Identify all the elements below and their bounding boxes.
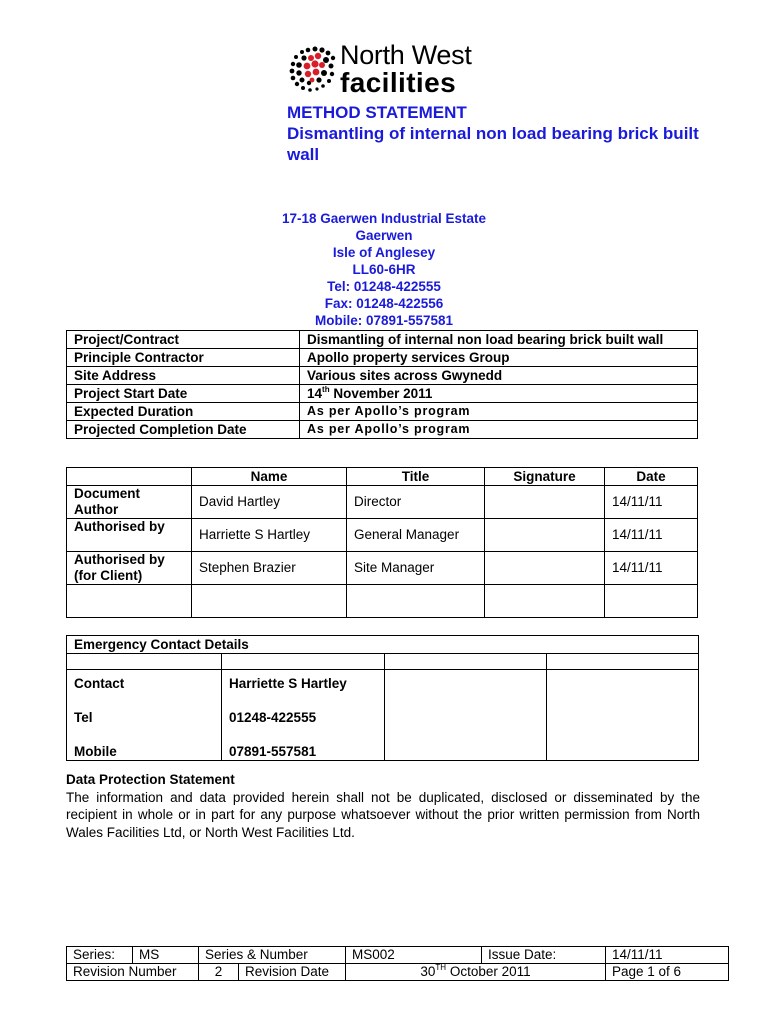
data-protection-heading: Data Protection Statement [66, 772, 235, 787]
page-number: Page 1 of 6 [606, 964, 729, 981]
mobile-value: 07891-557581 [229, 744, 317, 759]
authorisation-table [66, 467, 698, 618]
signature-cell [485, 552, 605, 585]
table-row [67, 519, 698, 552]
row-value: Apollo property services Group [300, 349, 698, 367]
series-value: MS [133, 947, 199, 964]
emergency-heading: Emergency Contact Details [67, 636, 699, 654]
row-value: Various sites across Gwynedd [300, 367, 698, 385]
address-line: Isle of Anglesey [332, 245, 436, 260]
row-label: Principle Contractor [67, 349, 300, 367]
date-cell: 14/11/11 [605, 552, 698, 585]
table-row [67, 367, 698, 385]
revision-date-value [346, 964, 606, 981]
revision-number-label: Revision Number [67, 964, 199, 981]
name-cell [192, 585, 347, 618]
revision-day-suffix: TH [435, 963, 447, 972]
empty-cell [385, 654, 547, 670]
document-footer-table [66, 946, 729, 981]
column-header [67, 468, 192, 486]
empty-cell [222, 654, 385, 670]
series-number-value: MS002 [346, 947, 482, 964]
role-cell: Authorised by (for Client) [67, 552, 192, 585]
address-line: LL60-6HR [352, 262, 416, 277]
revision-day: 30 [420, 964, 436, 979]
address-line: Gaerwen [355, 228, 413, 243]
row-value [300, 385, 698, 403]
title-cell: Site Manager [347, 552, 485, 585]
address-line: Fax: 01248-422556 [324, 296, 444, 311]
role-cell [67, 585, 192, 618]
table-row [67, 670, 699, 761]
contact-labels [67, 670, 222, 761]
name-cell: Stephen Brazier [192, 552, 347, 585]
table-row [67, 349, 698, 367]
logo-line-1: North West [340, 40, 472, 70]
signature-cell [485, 519, 605, 552]
date-cell: 14/11/11 [605, 486, 698, 519]
document-title [287, 102, 707, 165]
name-cell: Harriette S Hartley [192, 519, 347, 552]
table-row [67, 486, 698, 519]
empty-cell [67, 654, 222, 670]
address-line: Mobile: 07891-557581 [314, 313, 454, 328]
row-label: Project/Contract [67, 331, 300, 349]
name-cell: David Hartley [192, 486, 347, 519]
emergency-contact-table [66, 635, 699, 761]
table-row [67, 385, 698, 403]
contact-value: Harriette S Hartley [229, 676, 347, 691]
empty-cell [385, 670, 547, 761]
revision-month-year: October 2011 [446, 964, 531, 979]
table-row [67, 552, 698, 585]
title-cell: Director [347, 486, 485, 519]
row-label: Expected Duration [67, 403, 300, 421]
start-day: 14 [307, 386, 323, 401]
table-header-row [67, 636, 699, 654]
title-cell: General Manager [347, 519, 485, 552]
signature-cell [485, 486, 605, 519]
series-label: Series: [67, 947, 133, 964]
tel-label: Tel [74, 710, 93, 725]
row-value: Dismantling of internal non load bearing brick built wall [300, 331, 698, 349]
tel-value: 01248-422555 [229, 710, 317, 725]
table-row [67, 654, 699, 670]
revision-number-value: 2 [199, 964, 239, 981]
table-row [67, 964, 729, 981]
company-address [0, 210, 768, 329]
date-cell [605, 585, 698, 618]
title-line-1: METHOD STATEMENT [287, 103, 467, 122]
data-protection-text: The information and data provided herein shall not be duplicated, disclosed or disseminated by the recipient in whole or in part for any purpose whatsoever without the prior written permission from North Wales Facilities Ltd, or North West Facilities Ltd. [66, 789, 700, 840]
column-header: Date [605, 468, 698, 486]
row-label: Projected Completion Date [67, 421, 300, 439]
contact-values [222, 670, 385, 761]
start-month-year: November 2011 [329, 386, 433, 401]
table-row [67, 331, 698, 349]
row-label: Site Address [67, 367, 300, 385]
row-value: As per Apollo’s program [300, 403, 698, 421]
title-cell [347, 585, 485, 618]
signature-cell [485, 585, 605, 618]
project-details-table [66, 330, 698, 439]
row-label: Project Start Date [67, 385, 300, 403]
logo-line-2: facilities [340, 67, 457, 98]
series-number-label: Series & Number [199, 947, 346, 964]
table-header-row [67, 468, 698, 486]
column-header: Signature [485, 468, 605, 486]
date-cell: 14/11/11 [605, 519, 698, 552]
table-row [67, 421, 698, 439]
company-logo [288, 40, 488, 100]
empty-cell [547, 670, 699, 761]
contact-label: Contact [74, 676, 125, 691]
role-cell: Authorised by [67, 519, 192, 552]
revision-date-label: Revision Date [239, 964, 346, 981]
title-line-2: Dismantling of internal non load bearing brick built wall [287, 124, 699, 164]
empty-cell [547, 654, 699, 670]
table-row [67, 585, 698, 618]
column-header: Title [347, 468, 485, 486]
column-header: Name [192, 468, 347, 486]
issue-date-value: 14/11/11 [606, 947, 729, 964]
table-row [67, 403, 698, 421]
issue-date-label: Issue Date: [482, 947, 606, 964]
table-row [67, 947, 729, 964]
address-line: 17-18 Gaerwen Industrial Estate [281, 211, 487, 226]
mobile-label: Mobile [74, 744, 117, 759]
start-day-suffix: th [322, 385, 330, 394]
logo-dots-icon [288, 44, 340, 96]
row-value: As per Apollo’s program [300, 421, 698, 439]
address-line: Tel: 01248-422555 [327, 279, 441, 294]
data-protection-section [66, 771, 700, 841]
role-cell: Document Author [67, 486, 192, 519]
